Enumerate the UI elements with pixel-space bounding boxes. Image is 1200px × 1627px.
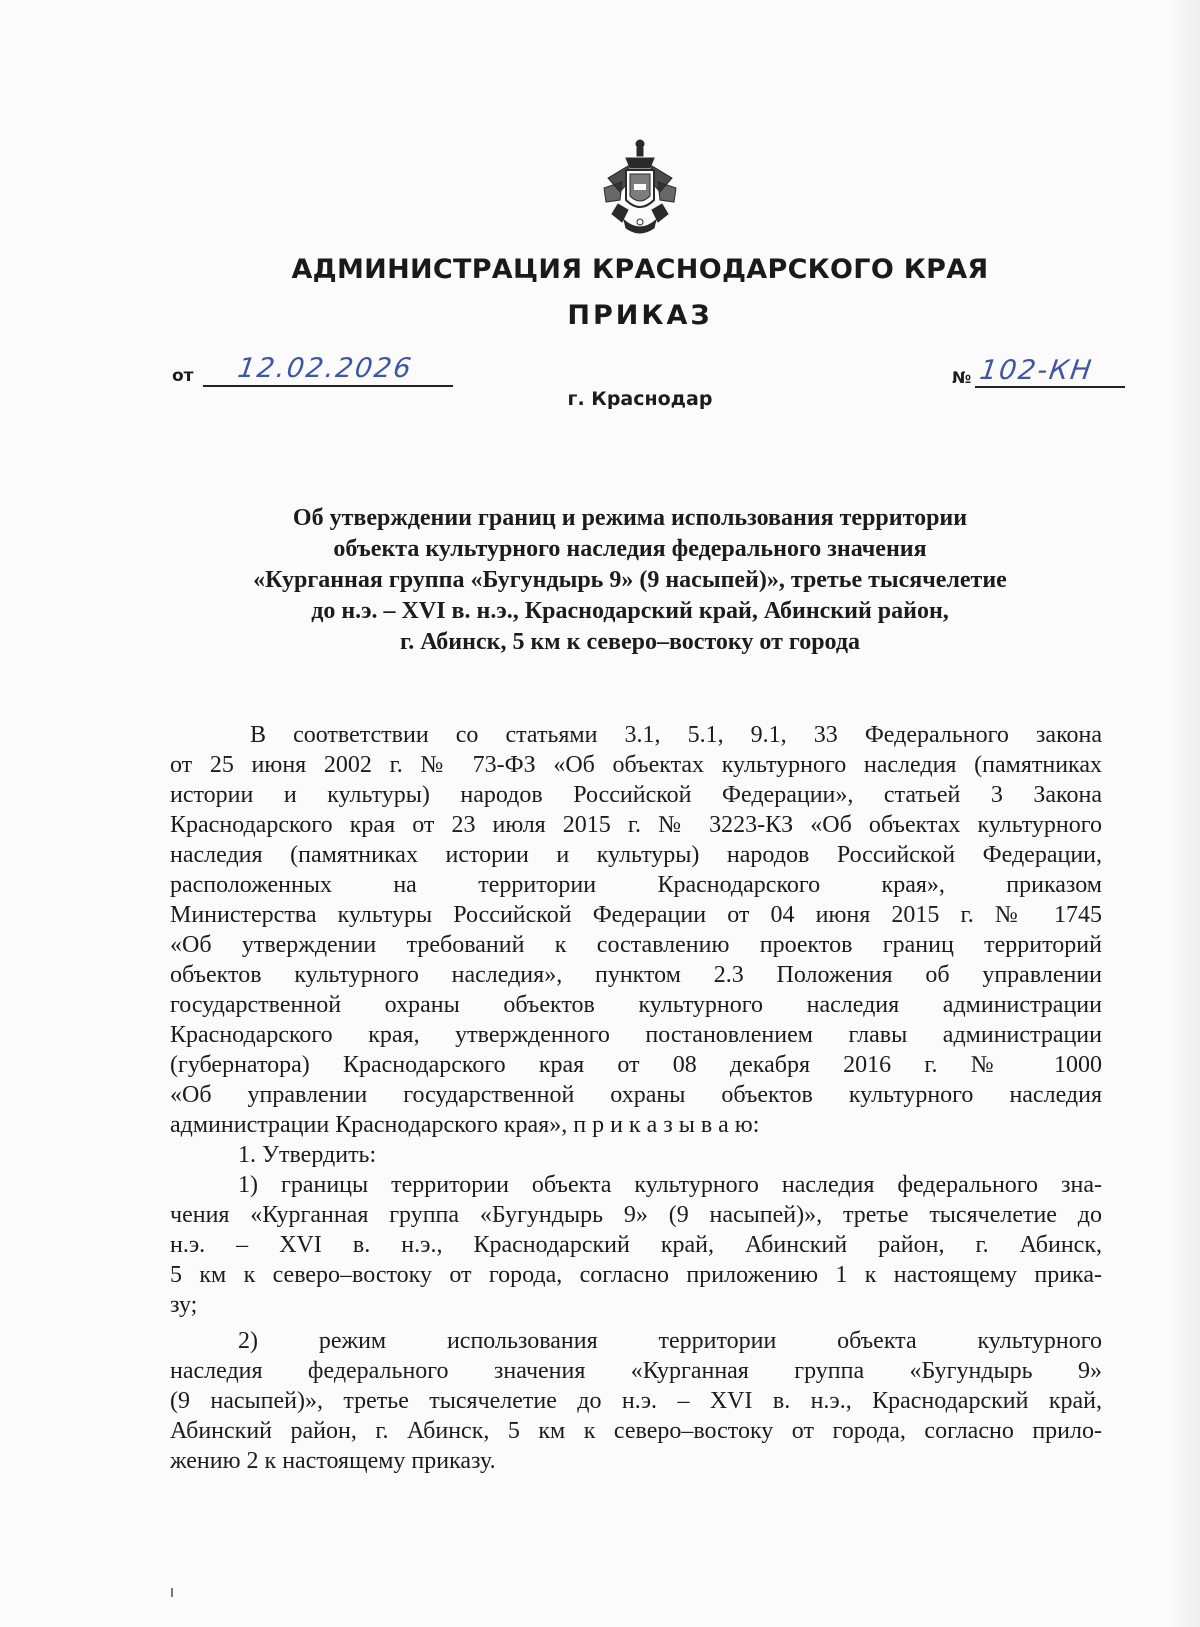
- text-line: администрации Краснодарского края», п р и к а з ы в а ю:: [170, 1112, 760, 1138]
- preamble-paragraph: [170, 720, 1102, 1140]
- city: г. Краснодар: [567, 388, 713, 410]
- document-type: ПРИКАЗ: [567, 300, 713, 331]
- text-line: государственной охраны объектов культурного наследия администрации: [170, 992, 1102, 1018]
- text-line: 1) границы территории объекта культурного наследия федерального зна-: [238, 1172, 1102, 1198]
- subitem-1-paragraph: [170, 1170, 1102, 1320]
- text-line: жению 2 к настоящему приказу.: [170, 1448, 496, 1474]
- text-line: «Об утверждении требований к составлению проектов границ территорий: [170, 932, 1102, 958]
- text-line: чения «Курганная группа «Бугундырь 9» (9 насыпей)», третье тысячелетие до: [170, 1202, 1102, 1228]
- text-line: 5 км к северо–востоку от города, согласно приложению 1 к настоящему прика-: [170, 1262, 1102, 1288]
- text-line: Краснодарского края от 23 июля 2015 г. № 3223-КЗ «Об объектах культурного: [170, 812, 1102, 838]
- text-line: наследия (памятниках истории и культуры) народов Российской Федерации,: [170, 842, 1102, 868]
- text-line: от 25 июня 2002 г. № 73-ФЗ «Об объектах культурного наследия (памятниках: [170, 752, 1102, 778]
- title-line: г. Абинск, 5 км к северо–востоку от города: [400, 629, 860, 655]
- handwritten-date: 12.02.2026: [235, 353, 415, 384]
- scan-mark: [171, 1588, 173, 1597]
- text-line: Краснодарского края, утвержденного постановлением главы администрации: [170, 1022, 1102, 1048]
- text-line: зу;: [170, 1292, 198, 1318]
- document-title: [150, 503, 1110, 658]
- number-underline: [975, 386, 1125, 388]
- text-line: Абинский район, г. Абинск, 5 км к северо–востоку от города, согласно прило-: [170, 1418, 1102, 1444]
- text-line: 2) режим использования территории объекта культурного: [238, 1328, 1102, 1354]
- text-line: В соответствии со статьями 3.1, 5.1, 9.1, 33 Федерального закона: [250, 722, 1102, 748]
- text-line: истории и культуры) народов Российской Федерации», статьей 3 Закона: [170, 782, 1102, 808]
- text-line: «Об управлении государственной охраны объектов культурного наследия: [170, 1082, 1102, 1108]
- number-label: №: [952, 368, 972, 387]
- text-line: Министерства культуры Российской Федерации от 04 июня 2015 г. № 1745: [170, 902, 1102, 928]
- date-label: от: [172, 366, 194, 386]
- krasnodar-coat-of-arms-icon: [598, 138, 682, 238]
- title-line: «Курганная группа «Бугундырь 9» (9 насыпей)», третье тысячелетие: [253, 567, 1007, 593]
- text-line: (губернатора) Краснодарского края от 08 декабря 2016 г. № 1000: [170, 1052, 1102, 1078]
- text-line: н.э. – XVI в. н.э., Краснодарский край, Абинский район, г. Абинск,: [170, 1232, 1102, 1258]
- item-1: 1. Утвердить:: [238, 1142, 377, 1168]
- text-line: (9 насыпей)», третье тысячелетие до н.э. – XVI в. н.э., Краснодарский край,: [170, 1388, 1102, 1414]
- title-line: объекта культурного наследия федерального значения: [333, 536, 927, 562]
- text-line: наследия федерального значения «Курганная группа «Бугундырь 9»: [170, 1358, 1102, 1384]
- date-underline: [203, 385, 453, 387]
- text-line: объектов культурного наследия», пунктом 2.3 Положения об управлении: [170, 962, 1102, 988]
- subitem-2-paragraph: [170, 1326, 1102, 1476]
- page-edge-shadow: [1170, 0, 1200, 1627]
- document-body: [170, 720, 1102, 1476]
- title-line: Об утверждении границ и режима использования территории: [292, 505, 968, 531]
- title-line: до н.э. – XVI в. н.э., Краснодарский край, Абинский район,: [311, 598, 949, 624]
- text-line: расположенных на территории Краснодарского края», приказом: [170, 872, 1102, 898]
- organization-name: АДМИНИСТРАЦИЯ КРАСНОДАРСКОГО КРАЯ: [291, 254, 989, 285]
- handwritten-number: 102-КН: [977, 355, 1095, 386]
